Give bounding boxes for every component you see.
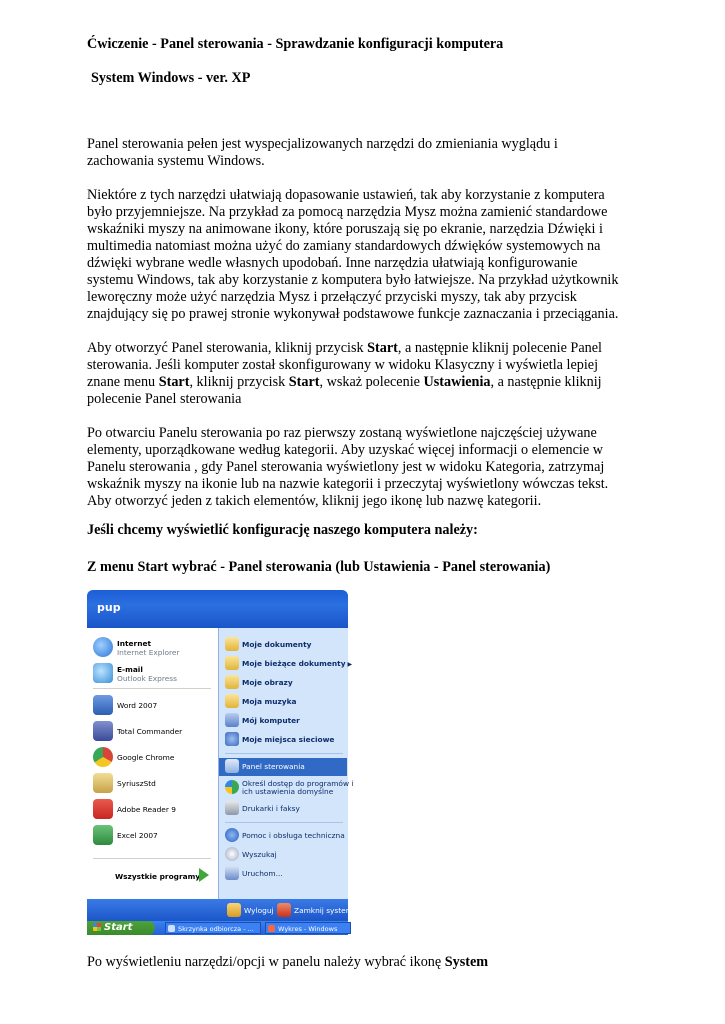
text-line — [87, 340, 642, 357]
search-icon — [225, 847, 239, 861]
separator — [93, 688, 211, 689]
menu-item-label — [242, 780, 353, 796]
text-line: sterowania. Jeśli komputer został skonfigurowany w widoku Klasyczny i wyświetla lepiej — [87, 357, 599, 373]
menu-item-network-places[interactable] — [225, 731, 345, 749]
paragraph-tools — [87, 187, 642, 323]
start-menu-header — [87, 590, 348, 628]
menu-item-label: Panel sterowania — [242, 762, 305, 771]
menu-item-printers[interactable] — [225, 800, 345, 818]
instruction-heading: Jeśli chcemy wyświetlić konfigurację naszego komputera należy: — [87, 522, 478, 538]
menu-item-label: Total Commander — [117, 727, 183, 736]
outlook-express-icon — [93, 663, 113, 683]
menu-item-label: Moje obrazy — [242, 678, 293, 687]
windows-logo-icon — [93, 923, 101, 931]
text-run: , wskaż polecenie — [319, 374, 424, 390]
menu-item-title: E-mail — [117, 665, 143, 674]
internet-explorer-icon — [93, 637, 113, 657]
start-menu-screenshot — [87, 590, 354, 935]
folder-icon — [225, 656, 239, 670]
total-commander-icon — [93, 721, 113, 741]
arrow-right-icon — [199, 868, 209, 882]
text-line: Panelu sterowania , gdy Panel sterowania wyświetlony jest w widoku Kategoria, zatrzymaj — [87, 459, 605, 475]
submenu-arrow-icon: ▶ — [347, 661, 353, 668]
text-line: Aby otworzyć jeden z takich elementów, kliknij jego ikonę lub nazwę kategorii. — [87, 493, 542, 509]
menu-item-run[interactable] — [225, 865, 345, 883]
separator — [93, 858, 211, 859]
user-name: pup — [97, 601, 121, 614]
text-line: zachowania systemu Windows. — [87, 153, 265, 169]
text-line: Niektóre z tych narzędzi ułatwiają dopasowanie ustawień, tak aby korzystanie z komputera — [87, 187, 605, 203]
menu-item-label: Uruchom... — [242, 869, 283, 878]
text-line: elementy, uporządkowane według kategorii. Aby uzyskać więcej informacji o elemencie w — [87, 442, 603, 458]
menu-item-chrome[interactable] — [93, 746, 215, 768]
window-icon — [268, 925, 275, 932]
menu-item-program-access[interactable] — [225, 779, 354, 799]
mail-icon — [168, 925, 175, 932]
menu-item-my-computer[interactable] — [225, 712, 345, 730]
menu-item-subtitle: Outlook Express — [117, 674, 177, 683]
help-icon — [225, 828, 239, 842]
menu-item-label: Moja muzyka — [242, 697, 297, 706]
instruction-step: Z menu Start wybrać - Panel sterowania (lub Ustawienia - Panel sterowania) — [87, 559, 551, 575]
text-line: multimedia natomiast można użyć do zamiany standardowych dźwięków systemowych na — [87, 238, 601, 254]
menu-item-email[interactable] — [93, 662, 215, 684]
text-run: , kliknij przycisk — [189, 374, 289, 390]
page-subtitle: System Windows - ver. XP — [91, 70, 251, 86]
menu-item-label: Word 2007 — [117, 701, 158, 710]
text-run: , a następnie kliknij — [490, 374, 602, 390]
adobe-reader-icon — [93, 799, 113, 819]
menu-item-text: Moje bieżące dokumenty — [242, 659, 346, 668]
menu-item-control-panel[interactable] — [219, 758, 347, 776]
paragraph-open — [87, 340, 642, 408]
key-icon — [227, 903, 241, 917]
text-line: znajdujący się po prawej stronie wykonywał podstawowe funkcje zaznaczania i przeciągania. — [87, 306, 619, 322]
taskbar-item-chart[interactable] — [265, 922, 351, 934]
text-line: systemu Windows, tak aby korzystanie z komputera było łatwiejsze. Na przykład użytkownik — [87, 272, 619, 288]
menu-item-label: Pomoc i obsługa techniczna — [242, 831, 345, 840]
menu-item-label: Moje dokumenty — [242, 640, 312, 649]
text-line: Po otwarciu Panelu sterowania po raz pierwszy zostaną wyświetlone najczęściej używane — [87, 425, 597, 441]
folder-icon — [225, 675, 239, 689]
text-line: dźwięki wybrane wedle własnych upodobań. Inne narzędzia ułatwiają konfigurowanie — [87, 255, 578, 271]
printer-icon — [225, 801, 239, 815]
paragraph-intro — [87, 136, 642, 170]
text-run: Aby otworzyć Panel sterowania, kliknij przycisk — [87, 340, 368, 356]
taskbar — [87, 921, 348, 935]
program-access-icon — [225, 780, 239, 794]
menu-item-recent-documents[interactable] — [225, 655, 353, 673]
menu-item-my-music[interactable] — [225, 693, 345, 711]
text-run: , a następnie kliknij polecenie Panel — [397, 340, 602, 356]
computer-icon — [225, 713, 239, 727]
menu-item-my-pictures[interactable] — [225, 674, 345, 692]
separator — [225, 822, 343, 823]
excel-icon — [93, 825, 113, 845]
text-line — [87, 374, 642, 391]
text-line: wskaźniki myszy na animowane ikony, które poruszają się po ekranie, narzędzia Dźwięki i — [87, 221, 603, 237]
folder-icon — [225, 637, 239, 651]
menu-item-label: Excel 2007 — [117, 831, 158, 840]
menu-item-total-commander[interactable] — [93, 720, 215, 742]
text-line: było przyjemniejsze. Na przykład za pomocą narzędzia Mysz można zamienić standardowe — [87, 204, 608, 220]
text-line: wskaźnik myszy na ikonie lub na nazwie kategorii i przeczytaj wyświetlony wówczas tekst. — [87, 476, 609, 492]
menu-item-label — [242, 659, 352, 668]
menu-item-help[interactable] — [225, 827, 345, 845]
menu-item-label: Moje miejsca sieciowe — [242, 735, 335, 744]
start-menu-right-pane — [218, 628, 354, 899]
menu-item-subtitle: Internet Explorer — [117, 648, 180, 657]
menu-item-excel[interactable] — [93, 824, 215, 846]
start-label: Start — [104, 922, 133, 933]
separator — [225, 753, 343, 754]
text-line: leworęczny może użyć narzędzia Mysz i przełączyć przyciski myszy, tak aby przycisk — [87, 289, 577, 305]
page-title: Ćwiczenie - Panel sterowania - Sprawdzanie konfiguracji komputera — [87, 36, 504, 52]
final-instruction — [87, 954, 488, 971]
paragraph-categories — [87, 425, 642, 510]
bold-run: Ustawienia — [423, 374, 491, 390]
menu-item-label: Drukarki i faksy — [242, 804, 300, 813]
control-panel-icon — [225, 759, 239, 773]
taskbar-item-label: Wykres - Windows — [278, 925, 338, 933]
menu-item-my-documents[interactable] — [225, 636, 345, 654]
menu-item-label: Wyszukaj — [242, 850, 277, 859]
taskbar-item-label: Skrzynka odbiorcza - ... — [178, 925, 254, 933]
bold-run: Start — [288, 374, 320, 390]
chrome-icon — [93, 747, 113, 767]
menu-item-adobe-reader[interactable] — [93, 798, 215, 820]
text-run: znane menu — [87, 374, 159, 390]
bold-run: Start — [158, 374, 190, 390]
button-label: Wyloguj — [244, 906, 274, 915]
text-line: polecenie Panel sterowania — [87, 391, 242, 407]
network-icon — [225, 732, 239, 746]
word-icon — [93, 695, 113, 715]
menu-item-label: Google Chrome — [117, 753, 175, 762]
syriusz-icon — [93, 773, 113, 793]
menu-item-text-line: Określ dostęp do programów i — [242, 779, 354, 788]
bold-run: System — [444, 954, 489, 970]
menu-item-text-line: ich ustawienia domyślne — [242, 787, 334, 796]
all-programs-button[interactable]: Wszystkie programy — [115, 872, 201, 881]
text-run: Po wyświetleniu narzędzi/opcji w panelu należy wybrać ikonę — [87, 954, 445, 970]
button-label: Zamknij system — [294, 906, 353, 915]
power-icon — [277, 903, 291, 917]
start-menu-left-pane — [87, 628, 218, 899]
menu-item-syriusz[interactable] — [93, 772, 215, 794]
menu-item-title: Internet — [117, 639, 152, 648]
menu-item-label: Adobe Reader 9 — [117, 805, 176, 814]
bold-run: Start — [367, 340, 398, 356]
menu-item-internet[interactable] — [93, 636, 215, 658]
run-icon — [225, 866, 239, 880]
taskbar-item-inbox[interactable] — [165, 922, 261, 934]
folder-icon — [225, 694, 239, 708]
menu-item-search[interactable] — [225, 846, 345, 864]
menu-item-label: SyriuszStd — [117, 779, 156, 788]
start-button[interactable] — [87, 921, 155, 935]
menu-item-label: Mój komputer — [242, 716, 300, 725]
start-menu-footer — [87, 899, 353, 921]
menu-item-word[interactable] — [93, 694, 215, 716]
text-line: Panel sterowania pełen jest wyspecjalizowanych narzędzi do zmieniania wyglądu i — [87, 136, 558, 152]
